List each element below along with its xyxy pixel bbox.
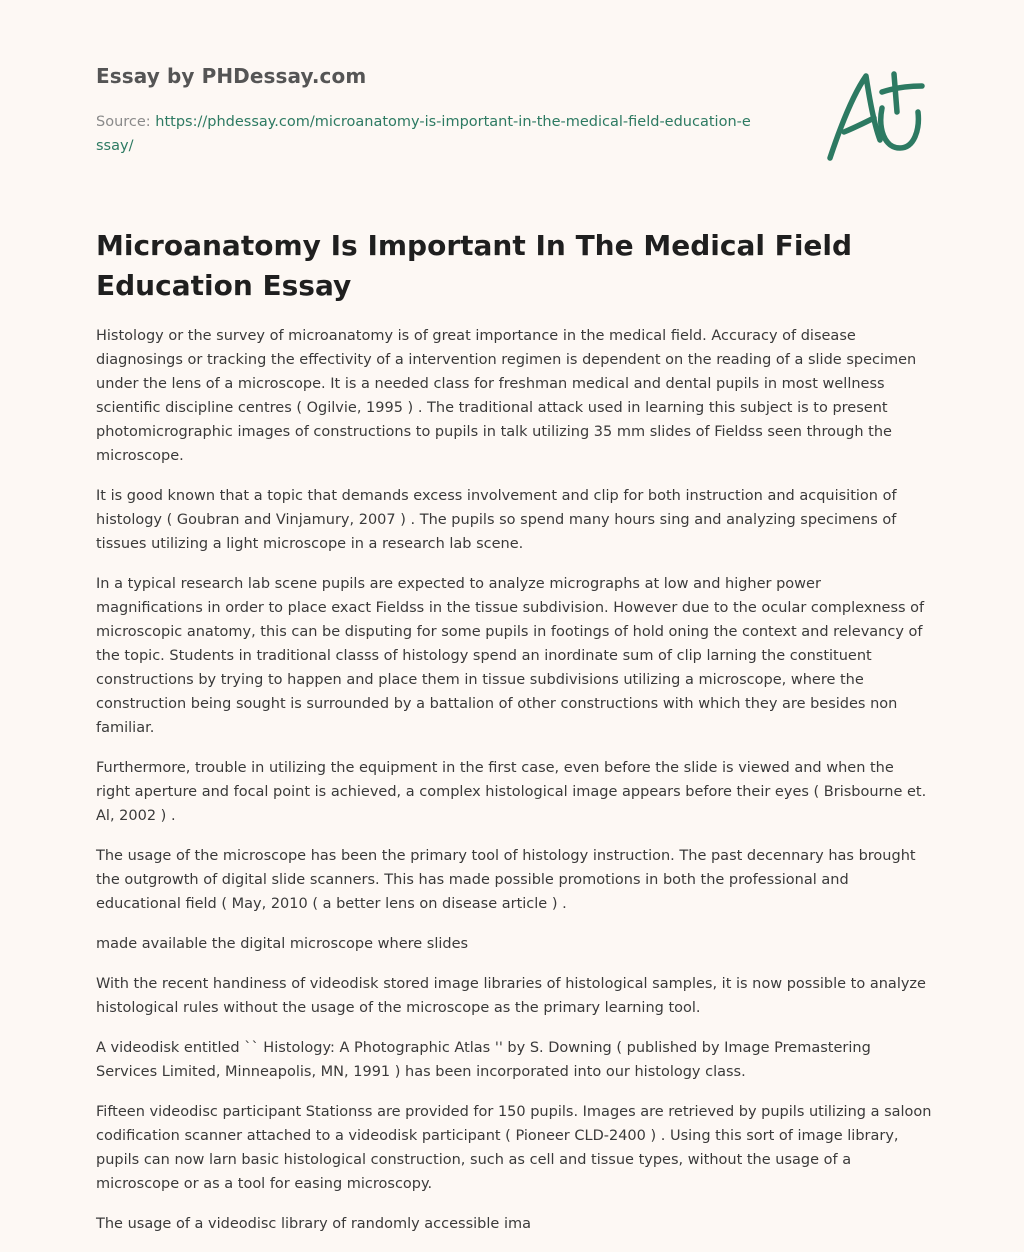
essay-title: Microanatomy Is Important In The Medical Field Education Essay [96,229,853,302]
essay-paragraph: Furthermore, trouble in utilizing the equipment in the first case, even before the slide is viewed and when the right aperture and focal point is achieved, a complex histological image appears before their eyes ( Brisbourne et. Al, 2002 ) . [96,760,927,824]
essay-paragraph: The usage of the microscope has been the primary tool of histology instruction. The past decennary has brought the outgrowth of digital slide scanners. This has made possible promotions in both the professional and educational field ( May, 2010 ( a better lens on disease article ) . [96,848,916,912]
essay-paragraph: Fifteen videodisc participant Stationss are provided for 150 pupils. Images are retrieved by pupils utilizing a saloon codification scanner attached to a videodisk participant ( Pioneer CLD-2400 ) . Using this sort of image library, pupils can now larn basic histological construction, such as cell and tissue types, without the usage of a microscope or as a tool for easing microscopy. [96,1104,932,1192]
essay-paragraph: It is good known that a topic that demands excess involvement and clip for both instruction and acquisition of histology ( Goubran and Vinjamury, 2007 ) . The pupils so spend many hours sing and analyzing specimens of tissues utilizing a light microscope in a research lab scene. [96,488,897,552]
essay-paragraph: made available the digital microscope where slides [96,936,469,952]
essay-paragraph: In a typical research lab scene pupils are expected to analyze micrographs at low and higher power magnifications in order to place exact Fieldss in the tissue subdivision. However due to the ocular complexness of microscopic anatomy, this can be disputing for some pupils in footings of hold oning the context and relevancy of the topic. Students in traditional classs of histology spend an inordinate sum of clip larning the constituent constructions by trying to happen and place them in tissue subdivisions utilizing a microscope, where the construction being sought is surrounded by a battalion of other constructions with which they are besides non familiar. [96,576,925,736]
source-label: Source: [96,114,151,130]
site-name: Essay by PHDessay.com [96,64,367,88]
essay-paragraph: With the recent handiness of videodisk stored image libraries of histological samples, it is now possible to analyze histological rules without the usage of the microscope as the primary learning tool. [96,976,926,1016]
essay-paragraph: The usage of a videodisc library of randomly accessible ima [96,1216,531,1232]
source-link[interactable]: https://phdessay.com/microanatomy-is-important-in-the-medical-field-education-essay/ [96,114,751,154]
essay-paragraph: Histology or the survey of microanatomy is of great importance in the medical field. Accuracy of disease diagnosings or tracking the effectivity of a intervention regimen is dependent on the reading of a slide specimen under the lens of a microscope. It is a needed class for freshman medical and dental pupils in most wellness scientific discipline centres ( Ogilvie, 1995 ) . The traditional attack used in learning this subject is to present photomicrographic images of constructions to pupils in talk utilizing 35 mm slides of Fieldss seen through the microscope. [96,328,917,464]
a-plus-logo-icon [822,66,932,166]
essay-body [96,324,932,1252]
source-line [96,110,756,158]
essay-paragraph: A videodisk entitled `` Histology: A Photographic Atlas '' by S. Downing ( published by Image Premastering Services Limited, Minneapolis, MN, 1991 ) has been incorporated into our histology class. [96,1040,871,1080]
